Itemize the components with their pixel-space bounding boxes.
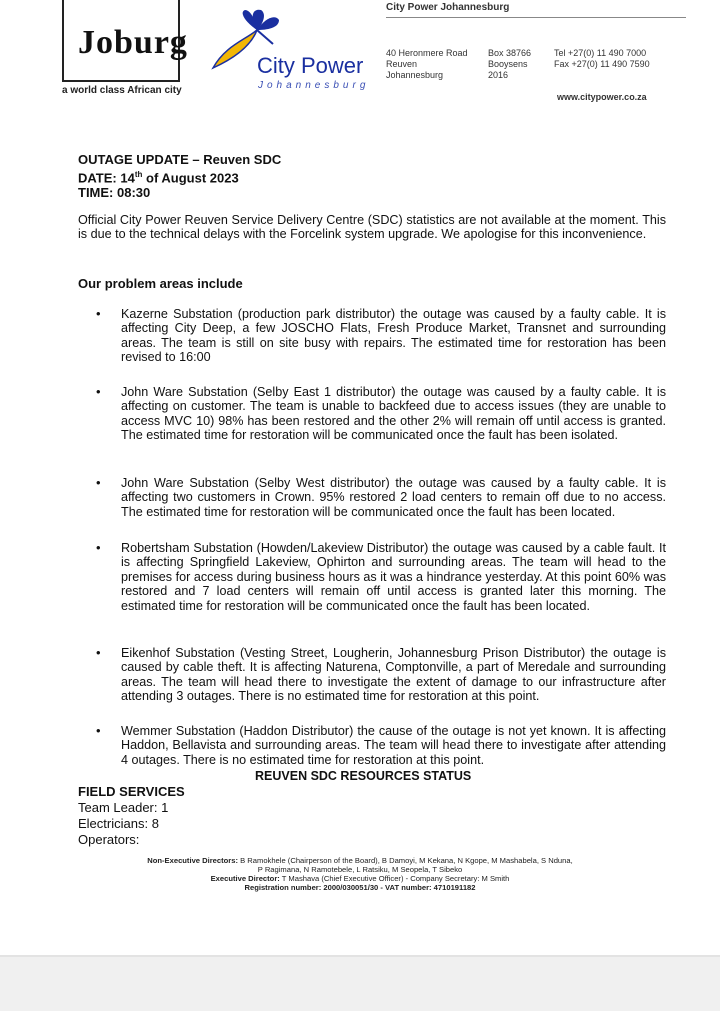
team-leader-count: Team Leader: 1	[78, 800, 169, 815]
joburg-logo: Joburg	[78, 24, 188, 61]
header-divider	[386, 17, 686, 18]
website-link[interactable]: www.citypower.co.za	[557, 92, 647, 102]
postal-line: Booysens	[488, 59, 528, 69]
bullet-icon: •	[96, 540, 101, 555]
city-power-subtitle: Johannesburg	[258, 80, 370, 91]
fax: Fax +27(0) 11 490 7590	[554, 59, 650, 69]
address-line: 40 Heronmere Road	[386, 48, 468, 58]
bullet-icon: •	[96, 306, 101, 321]
update-date: DATE: 14th of August 2023	[78, 170, 239, 186]
footer-directors	[0, 856, 720, 892]
bullet-icon: •	[96, 384, 101, 399]
electricians-count: Electricians: 8	[78, 816, 159, 831]
telephone: Tel +27(0) 11 490 7000	[554, 48, 647, 58]
address-line: Reuven	[386, 59, 418, 69]
company-name: City Power Johannesburg	[386, 2, 510, 13]
update-time: TIME: 08:30	[78, 185, 151, 201]
joburg-tagline: a world class African city	[62, 85, 182, 96]
bullet-icon: •	[96, 723, 101, 738]
footer-registration: Registration number: 2000/030051/30 - VAT number: 4710191182	[244, 883, 476, 892]
address-block	[386, 48, 468, 81]
address-line: Johannesburg	[386, 70, 444, 80]
footer-nonexec-line2: P Ragimana, N Ramotebele, L Ratsiku, M Seopela, T Sibeko	[257, 865, 463, 874]
postal-block	[488, 48, 531, 81]
resources-title: REUVEN SDC RESOURCES STATUS	[255, 769, 472, 783]
intro-paragraph: Official City Power Reuven Service Delivery Centre (SDC) statistics are not available at the moment. This is due to the technical delays with the Forcelink system upgrade. We apologise for this inconvenience.	[78, 213, 666, 242]
update-title: OUTAGE UPDATE – Reuven SDC	[78, 152, 282, 167]
field-services-heading: FIELD SERVICES	[78, 784, 185, 799]
postal-line: Box 38766	[488, 48, 532, 58]
footer-exec-line: Executive Director: T Mashava (Chief Executive Officer) - Company Secretary: M Smith	[210, 874, 510, 883]
footer-nonexec-line: Non-Executive Directors: B Ramokhele (Chairperson of the Board), B Damoyi, M Kekana, N Kgope, M Mashabela, S Nduna,	[147, 856, 573, 865]
page-bottom-margin	[0, 955, 720, 1011]
city-power-wordmark: City Power	[257, 53, 364, 78]
update-heading	[78, 152, 281, 200]
bullet-icon: •	[96, 475, 101, 490]
postal-line: 2016	[488, 70, 509, 80]
bullet-icon: •	[96, 645, 101, 660]
contact-block	[554, 48, 650, 70]
operators-count: Operators:	[78, 832, 140, 847]
problem-areas-heading: Our problem areas include	[78, 276, 243, 291]
